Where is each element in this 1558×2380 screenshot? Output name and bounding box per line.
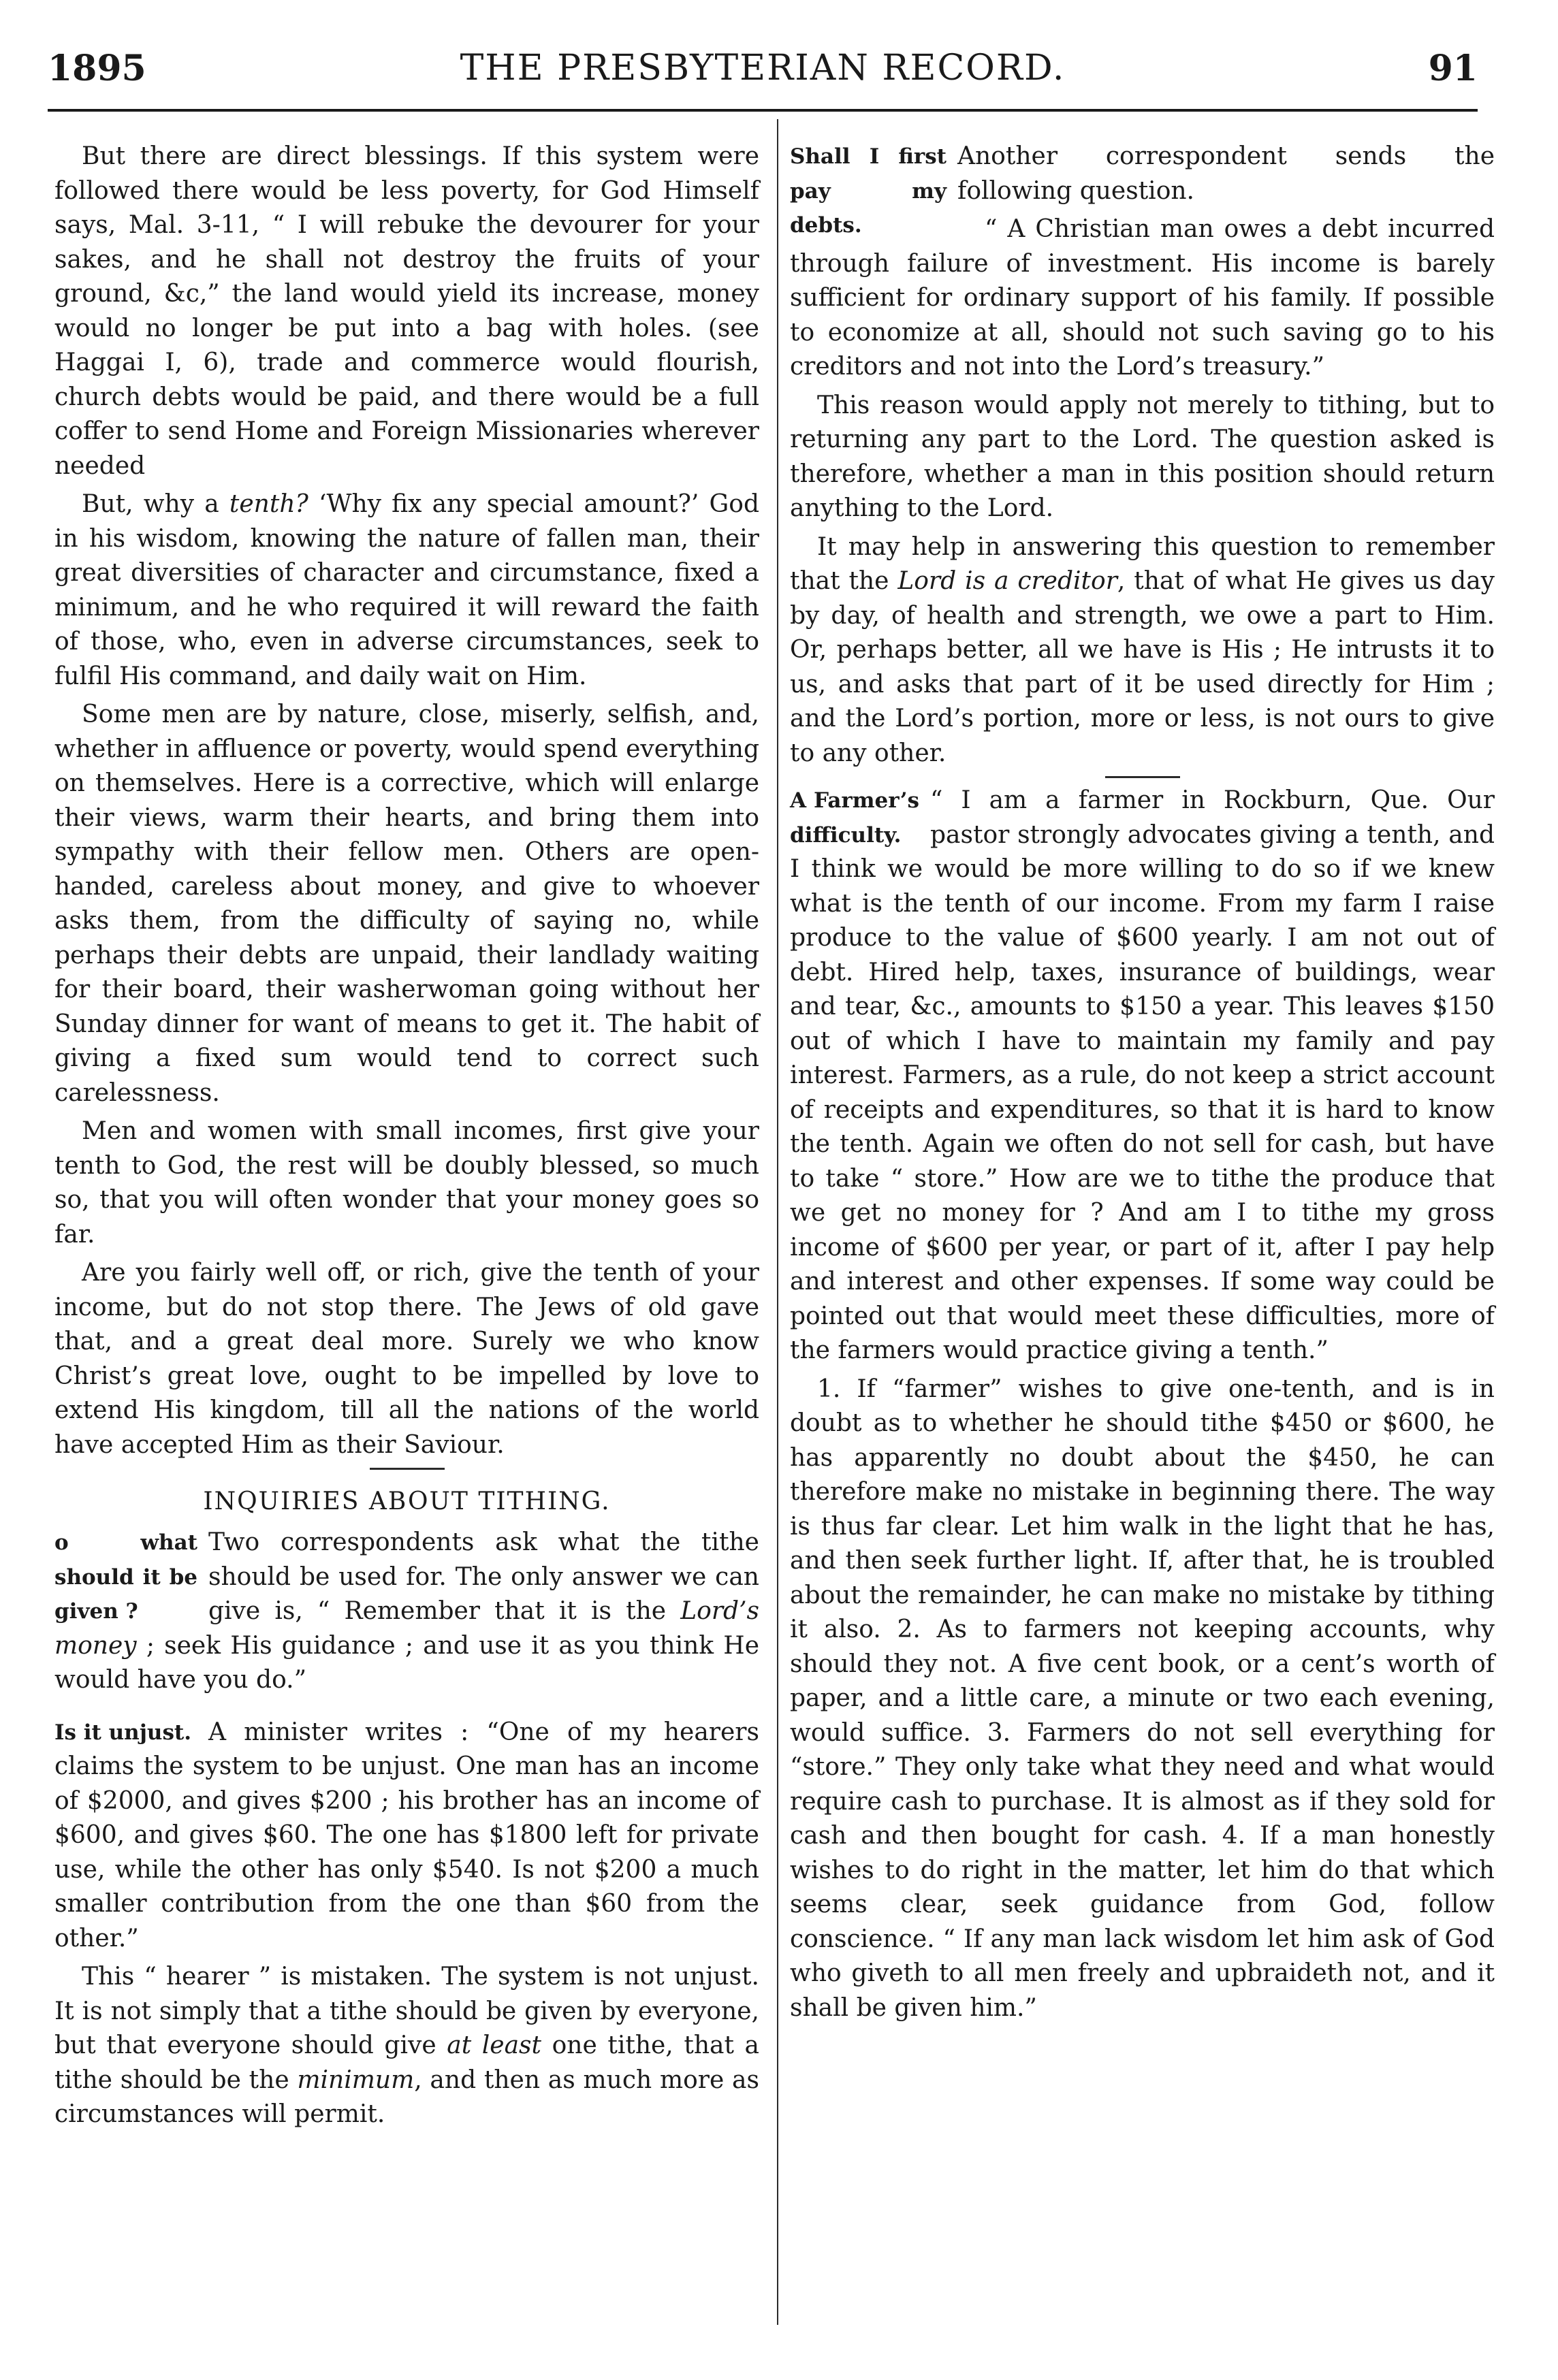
entry-pay-debts	[790, 140, 1495, 238]
creditor-text-a: It may help in answering this question to remember that the	[790, 532, 1495, 595]
paragraph-farmer-answer: 1. If “farmer” wishes to give one-tenth, and is in doubt as to whether he should tithe $450 or $600, he has apparently no doubt about the $450, he can therefore make no mistake in beginning there. The way is thus far clear. Let him walk in the light that he has, and then seek further light. If, after that, he is troubled about the remainder, he can make no mistake by tithing it also. 2. As to farmers not keeping accounts, why should they not. A five cent book, or a cent’s worth of paper, and a little care, a minute or two each evening, would suffice. 3. Farmers do not sell everything for “store.” They only take what they need and what would require cash to purchase. It is almost as if they sold for cash and then bought for cash. 4. If a man honestly wishes to do right in the matter, let him do that which seems clear, seek guidance from God, follow conscience. “ If any man lack wisdom let him ask of God who giveth to all men freely and upbraideth not, and it shall be given him.”	[790, 1374, 1495, 2022]
header-title: THE PRESBYTERIAN RECORD.	[460, 48, 1066, 89]
entry-farmers-difficulty	[790, 784, 1495, 1368]
paragraph-well-off: Are you fairly well off, or rich, give the tenth of your income, but do not stop there. The Jews of old gave that, and a great deal more. Surely we who know Christ’s great love, ought to be impelled by love to extend His kingdom, till all the nations of the world have accepted Him as their Saviour.	[54, 1259, 759, 1459]
entry-is-it-unjust	[54, 1716, 759, 1957]
hearer-text-b: one tithe, that a tithe should be the	[54, 2031, 759, 2094]
hearer-text-a: This “ hearer ” is mistaken. The system is not unjust. It is not simply that a tithe should be given by everyone, but that everyone should give	[54, 1963, 759, 2059]
entry-what-should-it-be-given	[54, 1526, 759, 1698]
why-tenth-emphasis: tenth?	[229, 490, 308, 518]
paragraph-blessings: But there are direct blessings. If this system were followed there would be less poverty, for God Himself says, Mal. 3-11, “ I will rebuke the devourer for your sakes, and he shall not destroy the fruits of your ground, &c,” the land would yield its increase, money would no longer be put into a bag with holes. (see Haggai I, 6), trade and commerce would flourish, church debts would be paid, and there would be a full coffer to send Home and Foreign Missionaries wherever needed	[54, 142, 759, 480]
entry-pay-debts-text: Another correspondent sends the following question.	[957, 142, 1495, 205]
paragraph-hearer-mistaken	[54, 1960, 759, 2132]
hearer-minimum: minimum	[297, 2065, 415, 2094]
paragraph-corrective: Some men are by nature, close, miserly, selfish, and, whether in affluence or poverty, would spend everything on themselves. Here is a corrective, which will enlarge their views, warm their hearts, and bring them into sympathy with their fellow men. Others are open-handed, careless about money, and give to whoever asks them, from the difficulty of saying no, while perhaps their debts are unpaid, their landlady waiting for their board, their washerwoman going without her Sunday dinner for want of means to get it. The habit of giving a fixed sum would tend to correct such carelessness.	[54, 701, 759, 1107]
header-page-number: 91	[1428, 48, 1478, 89]
why-tenth-text-a: But, why a	[82, 490, 229, 518]
creditor-text-b: , that of what He gives us day by day, of health and strength, we owe a part to Him. Or, perhaps better, all we have is His ; He intrusts it to us, and asks that part of it be used directly for Him ; and the Lord’s portion, more or less, is not ours to give to any other.	[790, 567, 1495, 767]
paragraph-reason: This reason would apply not merely to tithing, but to returning any part to the Lord. The question asked is therefore, whether a man in this position should return anything to the Lord.	[790, 391, 1495, 522]
paragraph-small-incomes: Men and women with small incomes, first give your tenth to God, the rest will be doubly blessed, so much so, that you will often wonder that your money goes so far.	[54, 1117, 759, 1249]
section-divider-right	[1105, 776, 1180, 778]
sidehead-is-it-unjust: Is it unjust.	[54, 1720, 192, 1745]
section-divider	[370, 1468, 445, 1470]
header-rule	[48, 109, 1478, 112]
header-year: 1895	[48, 48, 146, 89]
sidehead-pay-debts: Shall I first pay my debts.	[790, 144, 947, 238]
creditor-emphasis: Lord is a creditor	[897, 567, 1117, 595]
entry-lords-money: Lord’s money	[54, 1597, 759, 1660]
entry-unjust-text: A minister writes : “One of my hearers claims the system to be unjust. One man has an income of $2000, and gives $200 ; his brother has an income of $600, and gives $60. The one has $1800 left for private use, while the other has only $540. Is not $200 a much smaller contribution from the one than $60 from the other.”	[54, 1718, 759, 1952]
paragraph-debt-question: “ A Christian man owes a debt incurred through failure of investment. His income is barely sufficient for ordinary support of his family. If possible to economize at all, should not such saving go to his creditors and not into the Lord’s treasury.”	[790, 215, 1495, 381]
left-column	[54, 140, 759, 2136]
sidehead-what-should: o what should it be given ?	[54, 1530, 197, 1624]
why-tenth-text-b: ‘Why fix any special amount?’ God in his wisdom, knowing the nature of fallen man, their great diversities of character and circumstance, fixed a minimum, and he who required it will reward the faith of those, who, even in adverse circumstances, seek to fulfil His command, and daily wait on Him.	[54, 490, 759, 690]
hearer-text-c: , and then as much more as circumstances will permit.	[54, 2065, 759, 2128]
page-header	[48, 48, 1478, 102]
entry-what-text-a: Two correspondents ask what the tithe should be used for. The only answer we can give is, “ Remember that it is the	[208, 1528, 759, 1625]
paragraph-why-tenth	[54, 487, 759, 694]
sidehead-farmers-difficulty: A Farmer’s difficulty.	[790, 788, 919, 848]
hearer-at-least: at least	[447, 2031, 541, 2059]
section-heading: INQUIRIES ABOUT TITHING.	[203, 1488, 611, 1515]
right-column	[790, 140, 1495, 2029]
entry-farmer-text: “ I am a farmer in Rockburn, Que. Our pastor strongly advocates giving a tenth, and I think we would be more willing to do so if we knew what is the tenth of our income. From my farm I raise produce to the value of $600 yearly. I am not out of debt. Hired help, taxes, insurance of buildings, wear and tear, &c., amounts to $150 a year. This leaves $150 out of which I have to maintain my family and pay interest. Farmers, as a rule, do not keep a strict account of receipts and expenditures, so that it is hard to know the tenth. Again we often do not sell for cash, but have to take “ store.” How are we to tithe the produce that we get no money for ? And am I to tithe my gross income of $600 per year, or part of it, after I pay help and interest and other expenses. If some way could be pointed out that would meet these difficulties, more of the farmers would practice giving a tenth.”	[790, 786, 1495, 1364]
paragraph-lord-creditor	[790, 530, 1495, 771]
entry-what-text-b: ; seek His guidance ; and use it as you think He would have you do.”	[54, 1631, 759, 1694]
column-separator	[777, 119, 778, 2325]
